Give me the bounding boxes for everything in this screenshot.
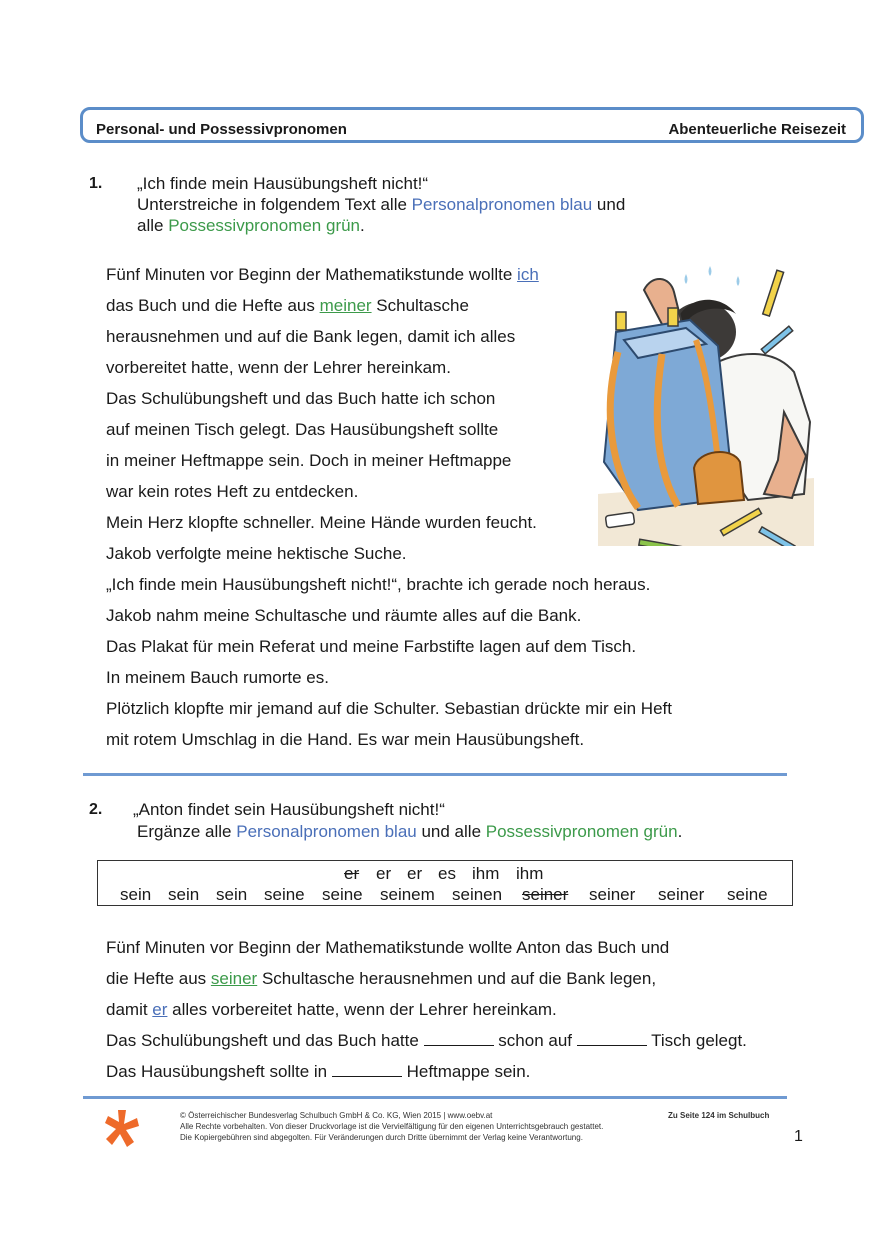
- fill-in-blank[interactable]: [332, 1062, 402, 1077]
- filled-personal-example: er: [152, 1000, 168, 1019]
- worksheet-topic: Personal- und Possessivpronomen: [96, 121, 347, 138]
- word-bank-word: seinem: [380, 885, 435, 904]
- story-line: Plötzlich klopfte mir jemand auf die Schulter. Sebastian drückte mir ein Heft: [106, 699, 672, 718]
- task-2-text-line: damit er alles vorbereitet hatte, wenn der Lehrer hereinkam.: [106, 1000, 557, 1019]
- word-bank-box: [97, 860, 793, 906]
- task-1-instructions: [137, 173, 625, 236]
- story-line: war kein rotes Heft zu entdecken.: [106, 482, 359, 501]
- textbook-page-reference: Zu Seite 124 im Schulbuch: [668, 1111, 770, 1120]
- task-2-instruction: Ergänze alle Personalpronomen blau und alle Possessivpronomen grün.: [137, 822, 683, 841]
- word-bank-word: seine: [322, 885, 363, 904]
- word-bank-word: es: [438, 864, 456, 883]
- task-2-text-line: die Hefte aus seiner Schultasche herausnehmen und auf die Bank legen,: [106, 969, 657, 988]
- word-bank-word: er: [407, 864, 423, 883]
- story-line: „Ich finde mein Hausübungsheft nicht!“, brachte ich gerade noch heraus.: [106, 575, 651, 594]
- page-number: 1: [794, 1128, 803, 1145]
- footer-divider: [83, 1096, 787, 1099]
- publisher-logo-icon: [104, 1108, 140, 1148]
- task-1-number: 1.: [89, 175, 103, 192]
- word-bank-word: sein: [120, 885, 152, 904]
- story-line: Fünf Minuten vor Beginn der Mathematikstunde wollte ich: [106, 265, 539, 284]
- word-bank-word: seiner: [589, 885, 636, 904]
- story-line: Jakob verfolgte meine hektische Suche.: [106, 544, 407, 563]
- story-line: Mein Herz klopfte schneller. Meine Hände wurden feucht.: [106, 513, 537, 532]
- story-line: in meiner Heftmappe sein. Doch in meiner Heftmappe: [106, 451, 512, 470]
- story-line: das Buch und die Hefte aus meiner Schultasche: [106, 296, 469, 315]
- word-bank-word: sein: [216, 885, 248, 904]
- story-line: Das Plakat für mein Referat und meine Farbstifte lagen auf dem Tisch.: [106, 637, 637, 656]
- word-bank-word: ihm: [472, 864, 500, 883]
- section-divider: [83, 773, 787, 776]
- word-bank-word: seine: [727, 885, 768, 904]
- chapter-title: Abenteuerliche Reisezeit: [668, 121, 846, 138]
- word-bank-word-used: er: [344, 864, 360, 883]
- task-2-text-line: Das Schulübungsheft und das Buch hatte schon auf Tisch gelegt.: [106, 1031, 747, 1050]
- word-bank-word-used: seiner: [522, 885, 569, 904]
- underlined-personal-pronoun: ich: [517, 265, 539, 284]
- filled-possessive-example: seiner: [210, 969, 258, 988]
- word-bank-word: seine: [264, 885, 305, 904]
- task-2-quote: „Anton findet sein Hausübungsheft nicht!“: [133, 800, 445, 819]
- story-line: Jakob nahm meine Schultasche und räumte alles auf die Bank.: [106, 606, 582, 625]
- underlined-possessive-pronoun: meiner: [319, 296, 372, 315]
- story-line: In meinem Bauch rumorte es.: [106, 668, 329, 687]
- word-bank-word: er: [376, 864, 392, 883]
- fill-in-blank[interactable]: [424, 1031, 494, 1046]
- boy-searching-schoolbag-illustration: [598, 262, 814, 546]
- word-bank-word: seinen: [452, 885, 503, 904]
- story-line: vorbereitet hatte, wenn der Lehrer hereinkam.: [106, 358, 451, 377]
- word-bank-word: ihm: [516, 864, 544, 883]
- copyright-notice: © Österreichischer Bundesverlag Schulbuch GmbH & Co. KG, Wien 2015 | www.oebv.at Alle Rechte vorbehalten. Von dieser Druckvorlage ist die Vervielfältigung für den eigenen Unterrichtsgebrauch gestattet. Die Kopiergebühren sind abgegolten. Für Veränderungen durch Dritte übernimmt der Verlag keine Verantwortung.: [180, 1111, 604, 1142]
- word-bank-word: seiner: [658, 885, 705, 904]
- word-bank-word: sein: [168, 885, 200, 904]
- story-line: Das Schulübungsheft und das Buch hatte ich schon: [106, 389, 496, 408]
- task-1-quote: „Ich finde mein Hausübungsheft nicht!“: [137, 174, 429, 193]
- task-1-instruction-line-1: Unterstreiche in folgendem Text alle Personalpronomen blau und: [137, 195, 626, 214]
- story-line: mit rotem Umschlag in die Hand. Es war mein Hausübungsheft.: [106, 730, 585, 749]
- fill-in-blank[interactable]: [577, 1031, 647, 1046]
- story-line: auf meinen Tisch gelegt. Das Hausübungsheft sollte: [106, 420, 499, 439]
- task-2-number: 2.: [89, 801, 103, 818]
- task-2-text-line: Fünf Minuten vor Beginn der Mathematikstunde wollte Anton das Buch und: [106, 938, 670, 957]
- story-line: herausnehmen und auf die Bank legen, damit ich alles: [106, 327, 516, 346]
- task-2-text-line: Das Hausübungsheft sollte in Heftmappe sein.: [106, 1062, 531, 1081]
- task-1-instruction-line-2: alle Possessivpronomen grün.: [137, 216, 365, 235]
